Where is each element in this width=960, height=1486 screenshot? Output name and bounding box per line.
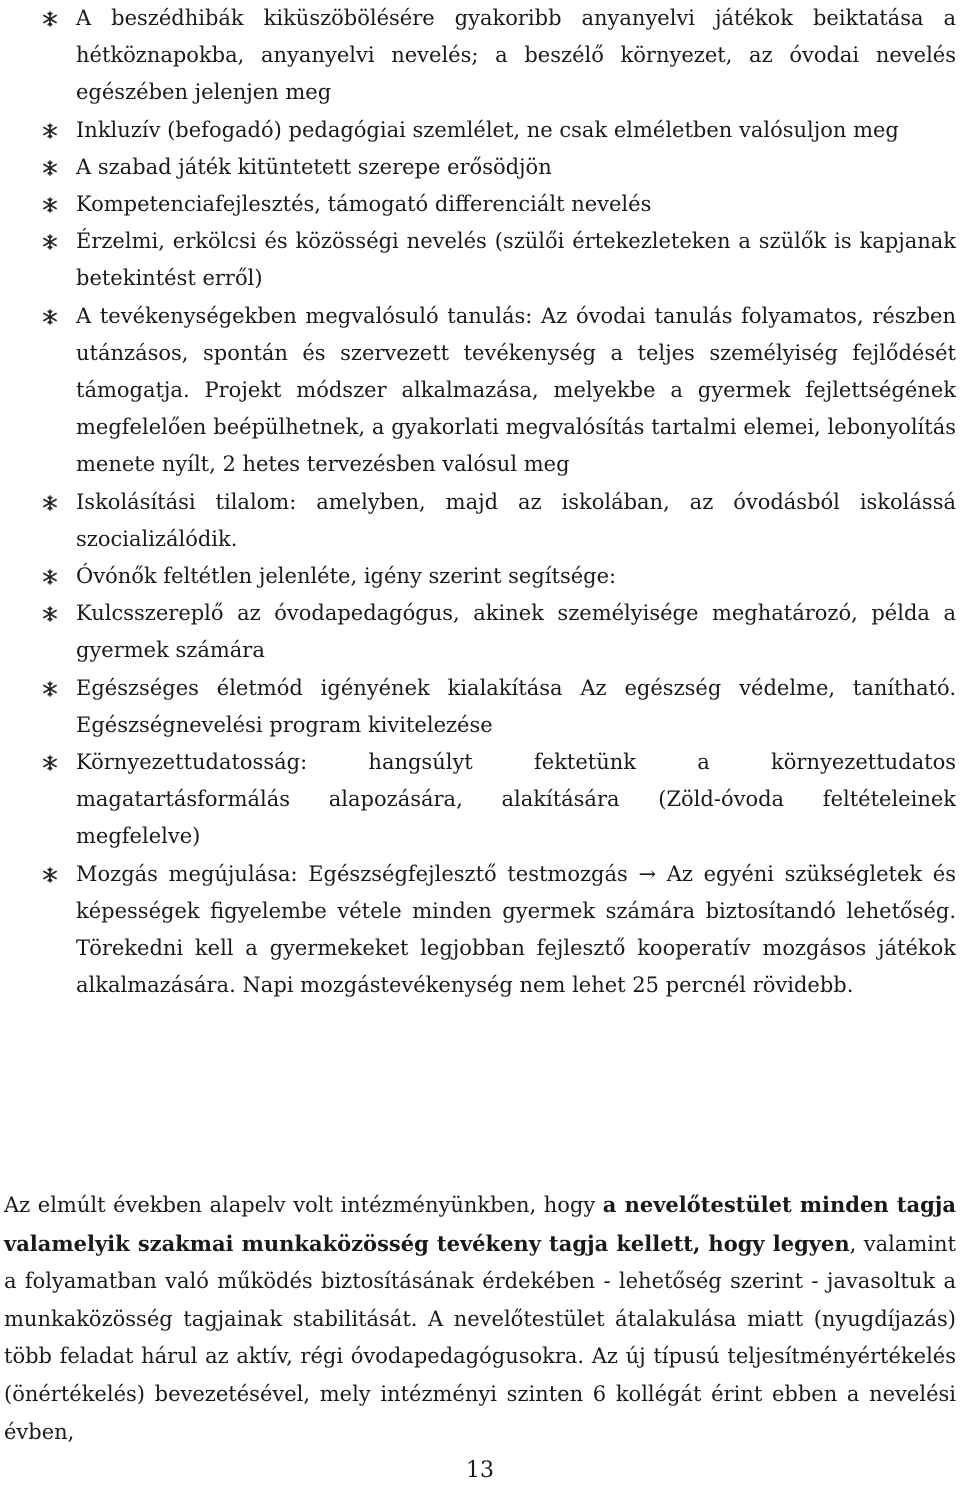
- list-item: [42, 558, 956, 595]
- snowflake-icon: [42, 197, 58, 213]
- list-item-text: A szabad játék kitüntetett szerepe erősödjön: [76, 154, 552, 179]
- list-item: [42, 298, 956, 484]
- page-number: 13: [466, 1458, 494, 1483]
- snowflake-icon: [42, 309, 58, 325]
- list-item: [42, 744, 956, 856]
- snowflake-icon: [42, 681, 58, 697]
- list-item: [42, 0, 956, 112]
- list-item-text: Kulcsszereplő az óvodapedagógus, akinek személyisége meghatározó, példa a gyermek számára: [76, 601, 956, 663]
- snowflake-icon: [42, 160, 58, 176]
- list-item: [42, 186, 956, 223]
- list-item-text: Környezettudatosság: hangsúlyt fektetünk a környezettudatos magatartásformálás alapozására, alakítására (Zöld-óvoda feltételeinek megfelelve): [76, 750, 956, 849]
- paragraph-bold-phrase: a nevelőtestület minden tagja valamelyik szakmai munkaközösség tevékeny tagja kellett, hogy legyen: [4, 1192, 956, 1256]
- list-item-text: Óvónők feltétlen jelenléte, igény szerint segítsége:: [76, 564, 617, 589]
- list-item-text: Iskolásítási tilalom: amelyben, majd az iskolában, az óvodásból iskolássá szocializálódik.: [76, 489, 956, 551]
- snowflake-icon: [42, 11, 58, 27]
- snowflake-icon: [42, 867, 58, 883]
- bullet-list: [42, 0, 956, 1004]
- list-item: [42, 149, 956, 186]
- snowflake-icon: [42, 234, 58, 250]
- list-item-text: A beszédhibák kiküszöbölésére gyakoribb anyanyelvi játékok beiktatása a hétköznapokba, anyanyelvi nevelés; a beszélő környezet, az óvodai nevelés egészében jelenjen meg: [76, 6, 956, 105]
- paragraph-rest: , valamint a folyamatban való működés biztosításának érdekében - lehetőség szerint - javasoltuk a munkaközösség tagjainak stabilitását. A nevelőtestület átalakulása miatt (nyugdíjazás) több feladat hárul az aktív, régi óvodapedagógusokra. Az új típusú teljesítményértékelés (önértékelés) bevezetésével, mely intézményi szinten 6 kollégát érint ebben a nevelési évben,: [4, 1231, 956, 1444]
- list-item: [42, 595, 956, 669]
- list-item-text: Inkluzív (befogadó) pedagógiai szemlélet, ne csak elméletben valósuljon meg: [76, 117, 899, 142]
- list-item: [42, 484, 956, 558]
- snowflake-icon: [42, 755, 58, 771]
- snowflake-icon: [42, 123, 58, 139]
- list-item: [42, 856, 956, 1005]
- paragraph-intro: Az elmúlt években alapelv volt intézményünkben, hogy: [4, 1193, 603, 1217]
- body-paragraph: [4, 1186, 956, 1451]
- list-item: [42, 112, 956, 149]
- list-item-text: Érzelmi, erkölcsi és közösségi nevelés (szülői értekezleteken a szülők is kapjanak betekintést erről): [76, 229, 956, 291]
- list-item-text: Egészséges életmód igényének kialakítása Az egészség védelme, tanítható. Egészségnevelési program kivitelezése: [76, 675, 956, 737]
- list-item-text: Mozgás megújulása: Egészségfejlesztő testmozgás → Az egyéni szükségletek és képességek figyelembe vétele minden gyermek számára biztosítandó lehetőség. Törekedni kell a gyermekeket legjobban fejlesztő kooperatív mozgásos játékok alkalmazására. Napi mozgástevékenység nem lehet 25 percnél rövidebb.: [76, 861, 956, 998]
- list-item-text: A tevékenységekben megvalósuló tanulás: Az óvodai tanulás folyamatos, részben utánzásos, spontán és szervezett tevékenység a teljes személyiség fejlődését támogatja. Projekt módszer alkalmazása, melyekbe a gyermek fejlettségének megfelelően beépülhetnek, a gyakorlati megvalósítás tartalmi elemei, lebonyolítás menete nyílt, 2 hetes tervezésben valósul meg: [76, 303, 956, 477]
- snowflake-icon: [42, 495, 58, 511]
- list-item: [42, 670, 956, 744]
- list-item: [42, 223, 956, 297]
- snowflake-icon: [42, 606, 58, 622]
- snowflake-icon: [42, 569, 58, 585]
- list-item-text: Kompetenciafejlesztés, támogató differenciált nevelés: [76, 192, 652, 217]
